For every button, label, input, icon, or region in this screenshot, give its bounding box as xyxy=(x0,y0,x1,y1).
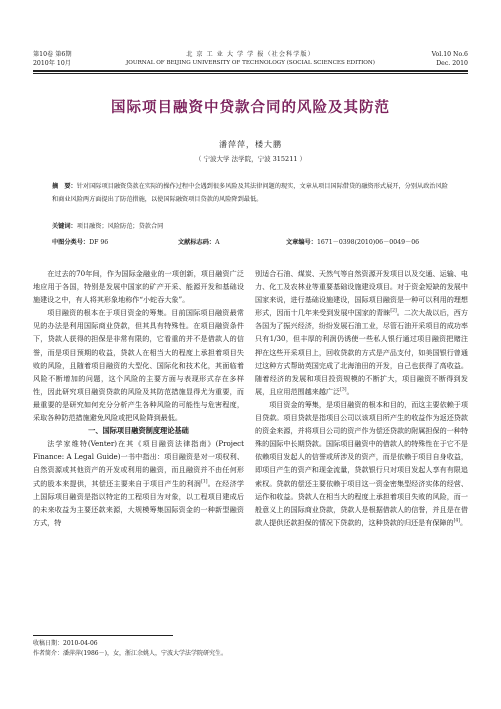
header-rule-thin xyxy=(33,73,468,74)
citation-ref: [1] xyxy=(201,479,208,485)
section-heading: 一、国际项目融资制度理论基础 xyxy=(88,426,189,436)
keywords-label: 关键词： xyxy=(52,223,77,230)
header-rule xyxy=(33,70,468,72)
clc-number xyxy=(52,237,108,246)
citation-ref: [4] xyxy=(453,518,460,524)
paragraph-text: 。二次大战以后，西方各国为了振兴经济，纷纷发展石油工业，尽管石油开采项目的成功率只有1/30，但丰厚的利润仍诱使一些私人银行通过项目融资把赌注押在这些开采项目上，回收贷款的方式是产品支付，如美国银行曾通过这种方式帮助英国完成了北海油田的开发，自己也获得了高收益。随着经济的发展和项目投资规模的不断扩大，项目融资不断得到发展，且应用范围越来越广泛 xyxy=(255,308,468,396)
paragraph: 项目融资的根本在于项目资金的筹集。目前国际项目融资最常见的办法是利用国际商业贷款，但其具有特殊性。在项目融资条件下，贷款人获得的担保是非常有限的，它看重的并不是借款人的信誉，而是项目预期的收益，贷款人在相当大的程度上承担着项目失败的风险，且随着项目融资的大型化、国际化和技术化，其面临着风险不断增加的问题，这个风险的主要方面与表现形式存在多样性，因此研究项目融资贷款的风险及其防范措施显得尤为重要，而最重要的是研究如何充分分析产生各种风险的可能性与危害程度，采取各种防范措施避免风险或把风险降到最低。 xyxy=(33,308,244,423)
date-cn: 2010年 10月 xyxy=(33,60,71,67)
keywords xyxy=(52,221,163,230)
paragraph-text: 。 xyxy=(460,517,468,527)
doc-code-label: 文献标志码： xyxy=(178,239,216,246)
volume-issue-en: Vol.10 No.6 xyxy=(431,51,468,58)
header-journal xyxy=(0,50,501,68)
abstract-label: 摘 要： xyxy=(52,183,77,190)
keywords-text: 项目融资；风险防范；贷款合同 xyxy=(76,223,164,230)
article-number xyxy=(286,237,419,246)
paragraph-text: 。在经济学上国际项目融资是指以特定的工程项目为对象，以工程项目建成后的未来收益为主要还款来源，大规模筹集国际资金的一种新型融资方式，特 xyxy=(33,478,245,527)
abstract-text: 针对国际项目融资贷款在实际的操作过程中会遇到很多风险及其法律问题的现实，文章从项目国际借贷的融资形式展开，分别从政治风险和商业风险两方面提出了防范措施，以使国际融资项目贷款的风险降到最低。 xyxy=(52,183,448,203)
citation-ref: [2] xyxy=(390,308,397,314)
paragraph xyxy=(255,267,468,398)
author-affiliation: （ 宁波大学 法学院，宁波 315211 ） xyxy=(194,155,307,163)
doc-code-value: A xyxy=(215,239,220,246)
date-en: Dec. 2010 xyxy=(436,60,468,67)
footnote-received: 收稿日期：2010-04-06 xyxy=(33,640,98,647)
paragraph-text: 项目资金的筹集，是项目融资的根本和目的，而这主要依赖于项目贷款。项目贷款是指项目公司以该项目所产生的收益作为返还贷款的资金来源，并将项目公司的资产作为偿还贷款的附属担保的一种特殊的国际中长期贷款。国际项目融资中的借款人的特殊性在于它不是依赖项目发起人的信誉或所涉及的资产，而是依赖于项目自身收益，即项目产生的资产和现金流量，贷款银行只对项目发起人享有有限追索权。贷款的偿还主要依赖于项目这一资金密集型经济实体的经营、运作和收益。贷款人在相当大的程度上承担着项目失败的风险，而一般意义上的国际商业贷款，贷款人是根据借款人的信誉，并且是在借款人提供还款担保的情况下贷款的，这种贷款的归还是有保障的 xyxy=(255,399,468,527)
footnote-rule xyxy=(33,635,173,636)
article-no-label: 文章编号： xyxy=(286,239,317,246)
paragraph xyxy=(33,437,244,529)
footnote-author-info: 作者简介：潘萍萍(1986－)，女，浙江余姚人，宁波大学法学院研究生。 xyxy=(33,650,227,657)
paragraph-text: 。 xyxy=(346,386,354,396)
header-volume-en xyxy=(432,50,468,68)
paragraph xyxy=(255,398,468,529)
journal-name-cn: 北 京 工 业 大 学 学 报（社会科学版） xyxy=(186,51,315,58)
clc-value: DF 96 xyxy=(89,239,109,246)
article-title: 国际项目融资中贷款合同的风险及其防范 xyxy=(111,100,390,116)
paragraph-text: 法学家维特(Venter)在其《项目融资法律指南》(Project Finance: A Legal Guide)一书中指出：项目融资是对一项权利、自然资源或其他资产的开发或利用的融资，而且融资并不由任何形式的股本来提供，其偿还主要来自于项目产生的利润 xyxy=(33,439,244,488)
body-right-column xyxy=(255,267,468,529)
article-no-value: 1671－0398(2010)06－0049－06 xyxy=(316,239,420,246)
article-authors: 潘萍萍，楼大鹏 xyxy=(219,140,282,149)
paragraph-text: 别适合石油、煤炭、天然气等自然资源开发项目以及交通、运输、电力、化工及农林业等重要基础设施建设项目。对于资金短缺的发展中国家来说，进行基础设施建设，国际项目融资是一种可以利用的理想形式，因而十几年来受到发展中国家的青睐 xyxy=(255,269,468,318)
paragraph: 在过去的70年间，作为国际金融业的一项创新，项目融资广泛地应用于各国，特别是发展中国家的矿产开采、能源开发和基础设施建设之中，有人将其形象地称作“小蛇吞大象”。 xyxy=(33,269,244,305)
clc-label: 中图分类号： xyxy=(52,239,90,246)
document-code xyxy=(178,237,220,246)
citation-ref: [3] xyxy=(340,387,347,393)
body-left-column xyxy=(33,267,244,529)
journal-name-en: JOURNAL OF BEIJING UNIVERSITY OF TECHNOLOGY (SOCIAL SCIENCES EDITION) xyxy=(126,60,375,66)
abstract xyxy=(52,180,452,206)
volume-issue-cn: 第10卷 第6期 xyxy=(33,51,72,58)
